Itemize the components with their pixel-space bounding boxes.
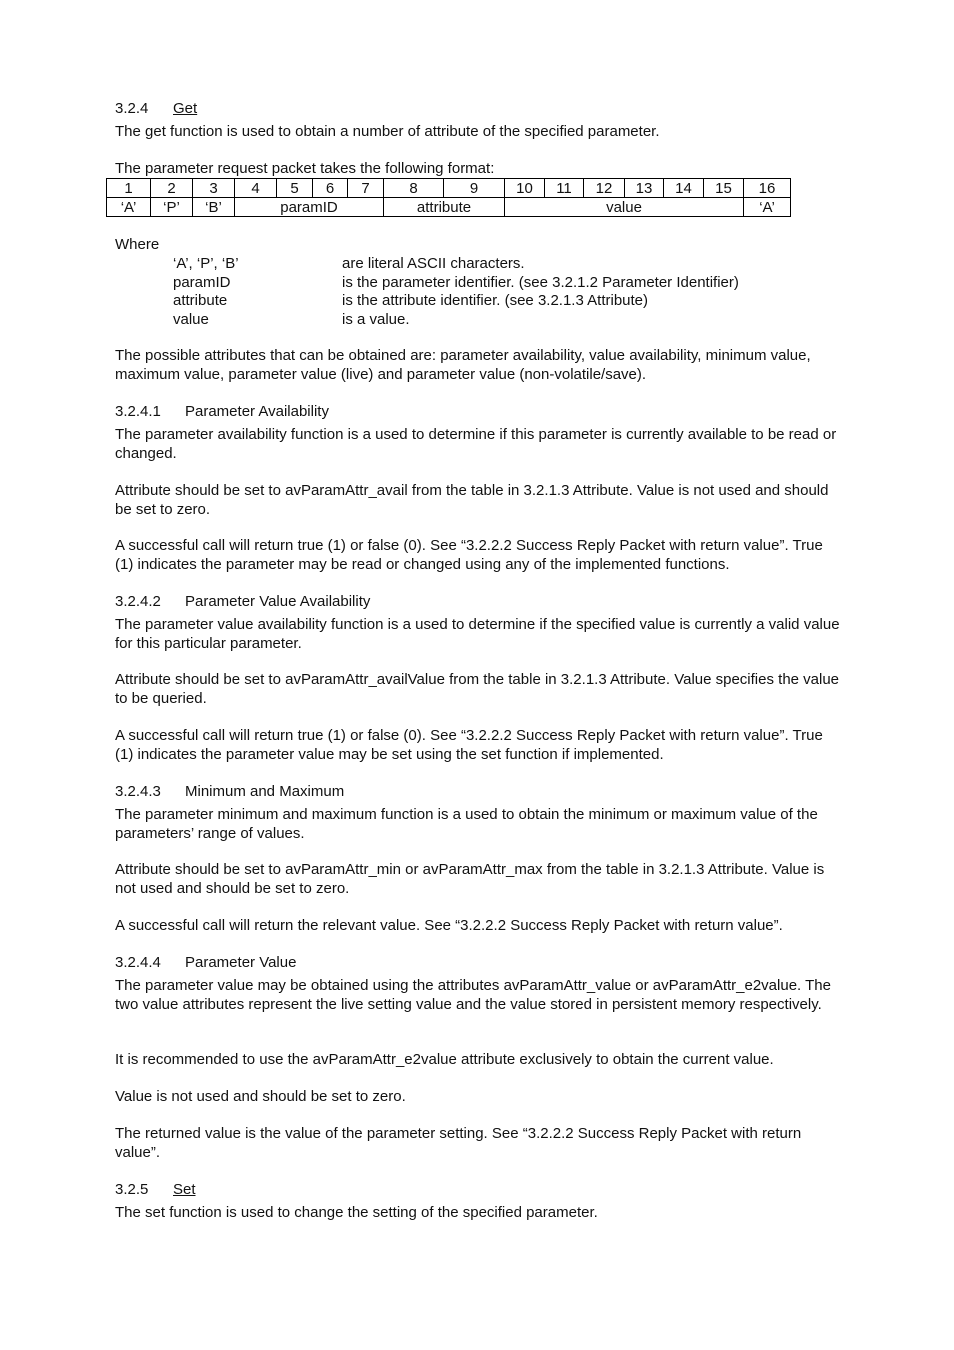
packet-field-cell: attribute	[384, 198, 505, 217]
section-heading-3-2-4-1	[115, 403, 329, 422]
paragraph: The parameter availability function is a used to determine if this parameter is currently available to be read or changed.	[115, 426, 837, 462]
byte-position-cell: 9	[444, 179, 505, 198]
paragraph: The parameter minimum and maximum function is a used to obtain the minimum or maximum value of the parameters’ range of values.	[115, 806, 818, 842]
definition-term: ‘A’, ‘P’, ‘B’	[173, 255, 239, 272]
definition-term: paramID	[173, 273, 231, 291]
byte-position-cell: 15	[704, 179, 744, 198]
definition-row	[173, 292, 739, 311]
packet-field-cell: ‘A’	[744, 198, 791, 217]
paragraph: A successful call will return true (1) or false (0). See “3.2.2.2 Success Reply Packet with return value”. True (1) indicates the parameter may be read or changed using any of the implemented functions.	[115, 537, 823, 573]
section-title: Parameter Value Availability	[185, 593, 371, 610]
byte-position-cell: 7	[348, 179, 384, 198]
section-heading-3-2-4-2	[115, 593, 370, 612]
section-title: Get	[173, 100, 198, 117]
paragraph: It is recommended to use the avParamAttr_e2value attribute exclusively to obtain the current value.	[115, 1051, 774, 1068]
definition-row	[173, 311, 739, 330]
byte-position-cell: 3	[193, 179, 235, 198]
byte-position-cell: 5	[277, 179, 313, 198]
packet-field-cell: ‘A’	[107, 198, 151, 217]
section-number: 3.2.4.3	[115, 783, 161, 800]
section-heading-3-2-5	[115, 1181, 196, 1200]
section-heading-3-2-4-3	[115, 783, 344, 802]
byte-position-cell: 14	[664, 179, 704, 198]
packet-field-cell: value	[505, 198, 744, 217]
definition-row	[173, 255, 739, 274]
byte-position-cell: 13	[625, 179, 664, 198]
definition-desc: is the attribute identifier. (see 3.2.1.3 Attribute)	[342, 292, 649, 309]
byte-position-cell: 1	[107, 179, 151, 198]
byte-position-cell: 16	[744, 179, 791, 198]
paragraph: The parameter value may be obtained using the attributes avParamAttr_value or avParamAttr_e2value. The two value attributes represent the live setting value and the value stored in persistent memory respectively.	[115, 977, 831, 1013]
section-title: Set	[173, 1181, 196, 1198]
definition-term: value	[173, 310, 209, 328]
definition-row	[173, 274, 739, 293]
section-title: Parameter Availability	[185, 403, 329, 420]
section-number: 3.2.4.1	[115, 403, 161, 420]
where-label: Where	[115, 236, 160, 253]
paragraph: A successful call will return true (1) or false (0). See “3.2.2.2 Success Reply Packet with return value”. True (1) indicates the parameter value may be set using the set function if implemented.	[115, 727, 823, 763]
paragraph: Value is not used and should be set to zero.	[115, 1088, 406, 1105]
paragraph: The returned value is the value of the parameter setting. See “3.2.2.2 Success Reply Packet with return value”.	[115, 1125, 802, 1161]
packet-field-cell: paramID	[235, 198, 384, 217]
section-number: 3.2.4.2	[115, 593, 161, 610]
get-intro: The get function is used to obtain a number of attribute of the specified parameter.	[115, 123, 660, 140]
byte-position-cell: 12	[584, 179, 625, 198]
paragraph: Attribute should be set to avParamAttr_min or avParamAttr_max from the table in 3.2.1.3 Attribute. Value is not used and should be set to zero.	[115, 861, 825, 897]
packet-field-cell: ‘P’	[151, 198, 193, 217]
paragraph: Attribute should be set to avParamAttr_avail from the table in 3.2.1.3 Attribute. Value is not used and should be set to zero.	[115, 482, 829, 518]
section-number: 3.2.4.4	[115, 954, 161, 971]
paragraph: A successful call will return the relevant value. See “3.2.2.2 Success Reply Packet with return value”.	[115, 917, 783, 934]
byte-position-cell: 4	[235, 179, 277, 198]
definition-desc: are literal ASCII characters.	[342, 255, 525, 272]
section-title: Parameter Value	[185, 954, 297, 971]
byte-position-row	[107, 179, 791, 198]
paragraph: The parameter value availability function is a used to determine if the specified value is currently a valid value for this particular parameter.	[115, 616, 840, 652]
section-title: Minimum and Maximum	[185, 783, 345, 800]
section-number: 3.2.5	[115, 1181, 149, 1198]
where-definitions	[173, 255, 739, 329]
possible-attributes-paragraph: The possible attributes that can be obtained are: parameter availability, value availability, minimum value, maximum value, parameter value (live) and parameter value (non-volatile/save).	[115, 347, 811, 383]
section-heading-3-2-4-4	[115, 954, 296, 973]
set-intro: The set function is used to change the setting of the specified parameter.	[115, 1204, 598, 1221]
byte-position-cell: 11	[545, 179, 584, 198]
request-packet-table	[106, 178, 791, 217]
byte-position-cell: 6	[313, 179, 348, 198]
section-heading-3-2-4	[115, 100, 197, 119]
field-row	[107, 198, 791, 217]
paragraph: Attribute should be set to avParamAttr_availValue from the table in 3.2.1.3 Attribute. Value specifies the value to be queried.	[115, 671, 840, 707]
byte-position-cell: 10	[505, 179, 545, 198]
packet-lead: The parameter request packet takes the following format:	[115, 160, 495, 177]
definition-desc: is a value.	[342, 310, 410, 328]
packet-field-cell: ‘B’	[193, 198, 235, 217]
byte-position-cell: 2	[151, 179, 193, 198]
section-number: 3.2.4	[115, 100, 149, 117]
byte-position-cell: 8	[384, 179, 444, 198]
definition-term: attribute	[173, 292, 228, 309]
definition-desc: is the parameter identifier. (see 3.2.1.2 Parameter Identifier)	[342, 273, 739, 291]
